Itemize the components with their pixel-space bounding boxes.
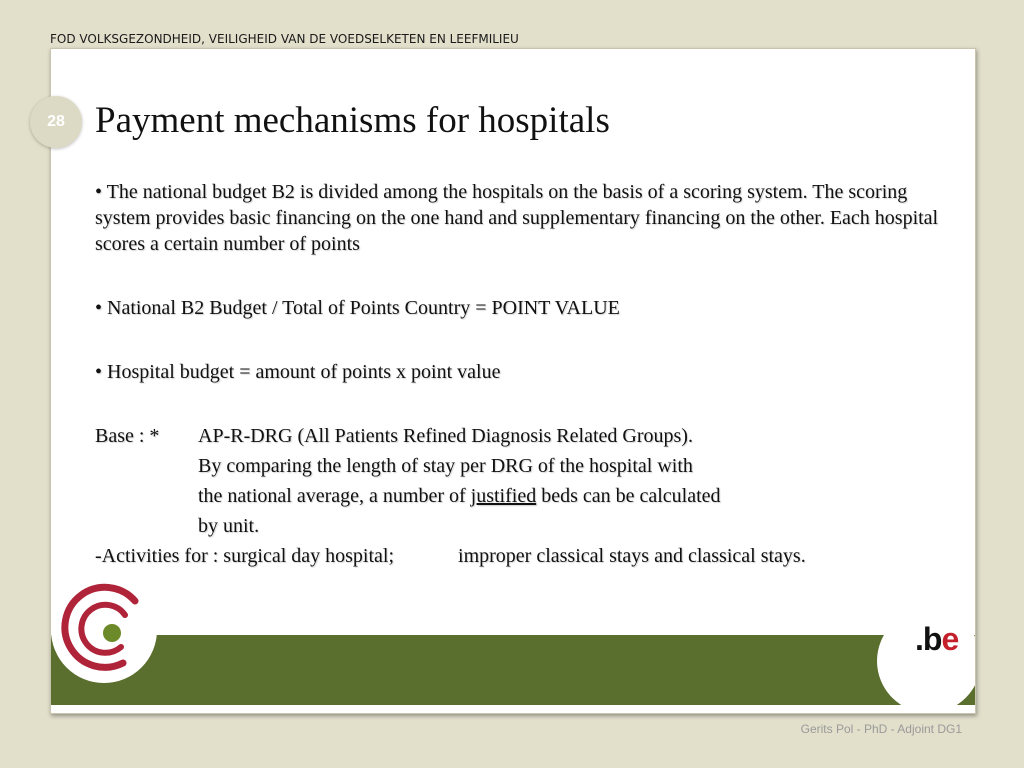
base-national-average-text: the national average, a number of <box>198 485 471 507</box>
org-header: FOD VOLKSGEZONDHEID, VEILIGHEID VAN DE VOEDSELKETEN EN LEEFMILIEU <box>50 32 519 46</box>
base-line-2 <box>95 453 693 479</box>
justified-underlined: justified <box>470 485 537 507</box>
base-label: Base : * <box>95 425 160 447</box>
base-line-1 <box>95 423 693 449</box>
bullet-point-value: • National B2 Budget / Total of Points Country = POINT VALUE <box>95 297 620 319</box>
bullet-hospital-budget: • Hospital budget = amount of points x point value <box>95 361 501 383</box>
be-logo-icon: .be <box>915 621 959 657</box>
base-by-unit-text: by unit. <box>198 515 260 537</box>
base-comparing-text: By comparing the length of stay per DRG of the hospital with <box>198 455 693 477</box>
base-beds-text: beds can be calculated <box>536 485 721 507</box>
base-line-4 <box>95 513 259 539</box>
green-footer-band <box>51 635 975 705</box>
base-line-3 <box>95 483 721 509</box>
fod-logo-circle <box>51 577 157 683</box>
slide <box>50 48 976 714</box>
activities-left-text: -Activities for : surgical day hospital; <box>95 545 395 567</box>
base-drg-text: AP-R-DRG (All Patients Refined Diagnosis Related Groups). <box>198 425 693 447</box>
activities-line <box>95 543 806 569</box>
bullet-scoring-system: • The national budget B2 is divided among the hospitals on the basis of a scoring system. The scoring system provides basic financing on the one hand and supplementary financing on the other. Each hospital scores a certain number of points <box>95 181 939 255</box>
activities-right-text: improper classical stays and classical stays. <box>458 545 806 567</box>
fod-logo-icon <box>51 577 157 683</box>
slide-title: Payment mechanisms for hospitals <box>95 100 610 141</box>
page-number-badge: 28 <box>30 96 82 148</box>
footer-author: Gerits Pol - PhD - Adjoint DG1 <box>800 722 962 736</box>
